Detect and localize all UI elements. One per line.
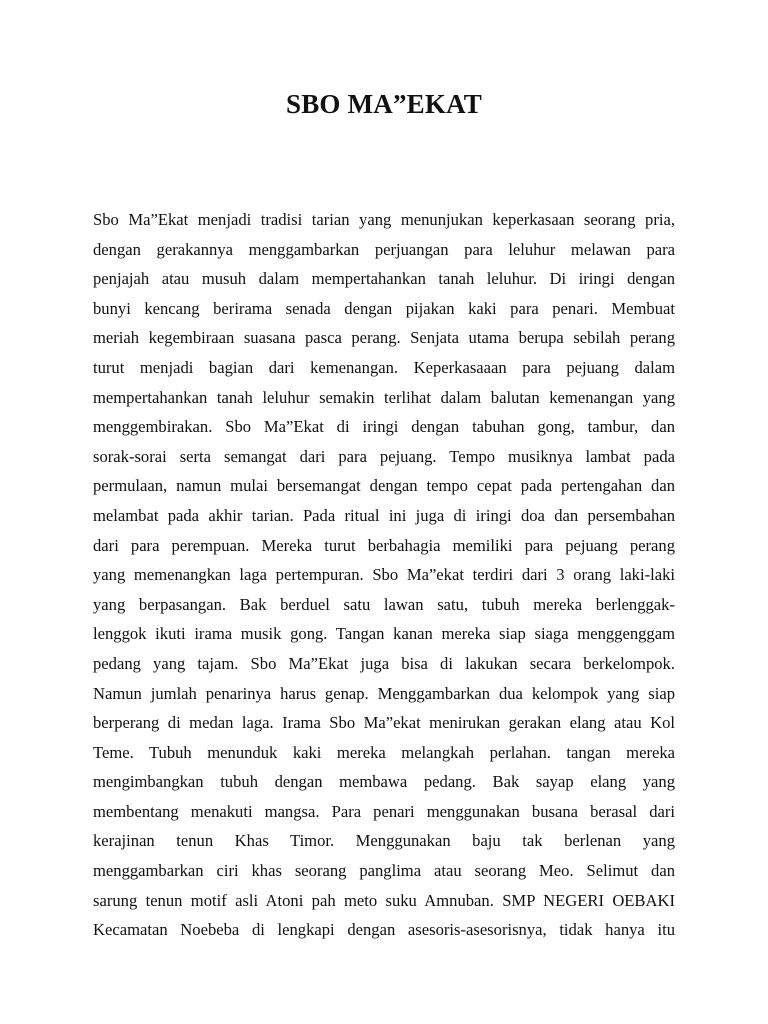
text-line: Sbo Ma”Ekat menjadi tradisi tarian yang menunjukan keperkasaan seorang pria, [93,210,675,229]
text-line: penjajah atau musuh dalam mempertahankan tanah leluhur. Di iringi dengan [93,269,675,289]
text-line: kerajinan tenun Khas Timor. Menggunakan baju tak berlenan yang [93,831,675,851]
text-line: bunyi kencang berirama senada dengan pijakan kaki para penari. Membuat [93,298,675,318]
document-body [93,205,675,945]
text-line: sorak-sorai serta semangat dari para pejuang. Tempo musiknya lambat pada [93,446,675,466]
text-line: dari para perempuan. Mereka turut berbahagia memiliki para pejuang perang [93,535,675,555]
text-line: mengimbangkan tubuh dengan membawa pedang. Bak sayap elang yang [93,772,675,792]
text-line: Namun jumlah penarinya harus genap. Menggambarkan dua kelompok yang siap [93,683,675,703]
text-line: yang memenangkan laga pertempuran. Sbo Ma”ekat terdiri dari 3 orang laki-laki [93,565,675,585]
text-line: Kecamatan Noebeba di lengkapi dengan asesoris-asesorisnya, tidak hanya itu [93,920,675,940]
text-line: Teme. Tubuh menunduk kaki mereka melangkah perlahan. tangan mereka [93,742,675,762]
text-line: menggambarkan ciri khas seorang panglima atau seorang Meo. Selimut dan [93,861,675,881]
text-line: mempertahankan tanah leluhur semakin terlihat dalam balutan kemenangan yang [93,387,675,407]
text-line: dengan gerakannya menggambarkan perjuangan para leluhur melawan para [93,239,675,259]
text-line: berperang di medan laga. Irama Sbo Ma”ekat menirukan gerakan elang atau Kol [93,713,675,733]
text-line: melambat pada akhir tarian. Pada ritual ini juga di iringi doa dan persembahan [93,505,675,525]
text-line: menggembirakan. Sbo Ma”Ekat di iringi dengan tabuhan gong, tambur, dan [93,417,675,437]
text-line: membentang menakuti mangsa. Para penari menggunakan busana berasal dari [93,801,675,821]
text-line: permulaan, namun mulai bersemangat dengan tempo cepat pada pertengahan dan [93,476,675,496]
text-line: yang berpasangan. Bak berduel satu lawan satu, tubuh mereka berlenggak- [93,594,675,614]
text-line: lenggok ikuti irama musik gong. Tangan kanan mereka siap siaga menggenggam [93,624,675,644]
text-line: sarung tenun motif asli Atoni pah meto suku Amnuban. SMP NEGERI OEBAKI [93,890,675,910]
text-line: turut menjadi bagian dari kemenangan. Keperkasaaan para pejuang dalam [93,357,675,377]
text-line: pedang yang tajam. Sbo Ma”Ekat juga bisa di lakukan secara berkelompok. [93,653,675,673]
text-line: meriah kegembiraan suasana pasca perang. Senjata utama berupa sebilah perang [93,328,675,348]
document-title: SBO MA”EKAT [286,89,482,119]
